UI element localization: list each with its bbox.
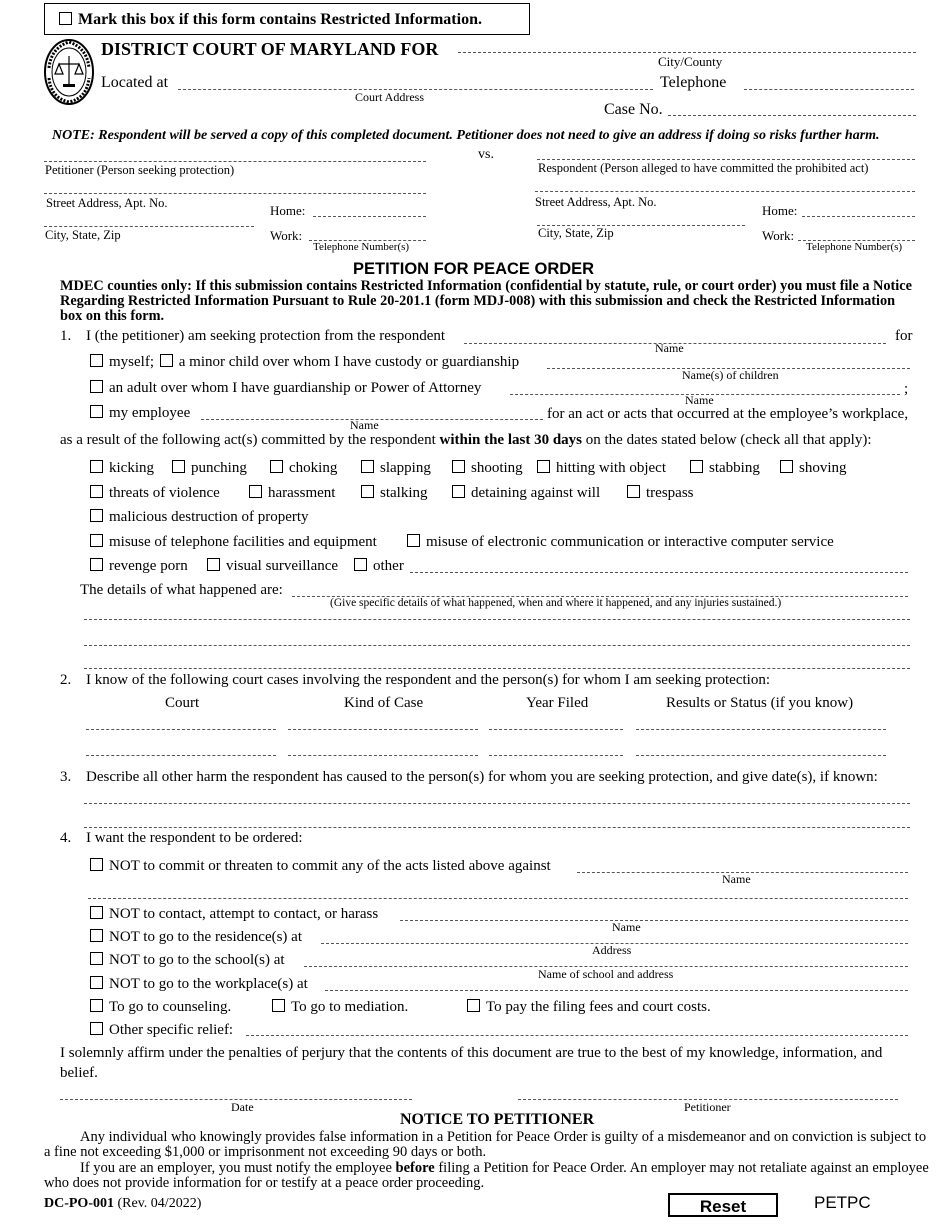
- threats-label: threats of violence: [109, 485, 220, 501]
- children-caption: Name(s) of children: [682, 368, 779, 382]
- not-residence-checkbox[interactable]: [90, 929, 103, 942]
- minor-child-label: a minor child over whom I have custody or guardianship: [178, 354, 520, 370]
- restricted-info-checkbox[interactable]: [59, 12, 72, 25]
- respondent-caption: Respondent (Person alleged to have committed the prohibited act): [538, 161, 869, 175]
- telephone-label: Telephone: [660, 74, 727, 91]
- form-id-code: DC-PO-001: [44, 1196, 114, 1211]
- not-contact-name-field[interactable]: [400, 920, 908, 921]
- not-commit-extra-field[interactable]: [88, 898, 908, 899]
- act-hitting: [537, 460, 666, 477]
- cases-results-header: Results or Status (if you know): [666, 695, 854, 711]
- slapping-label: slapping: [380, 460, 431, 476]
- act-shooting: [452, 460, 523, 477]
- result-b: within the last 30 days: [439, 432, 583, 448]
- not-workplace-checkbox[interactable]: [90, 976, 103, 989]
- act-malicious: [90, 509, 309, 526]
- respondent-city-caption: City, State, Zip: [538, 226, 614, 240]
- employee-name-caption: Name: [350, 418, 379, 432]
- s4-number: 4.: [60, 830, 72, 846]
- order-other-relief: [90, 1022, 233, 1039]
- details-label: The details of what happened are:: [80, 582, 283, 598]
- residence-address-caption: Address: [592, 943, 632, 957]
- myself-option: [90, 354, 519, 371]
- adult-label: an adult over whom I have guardianship or Power of Attorney: [109, 380, 482, 396]
- not-residence-label: NOT to go to the residence(s) at: [109, 929, 303, 945]
- revenge-label: revenge porn: [109, 558, 188, 574]
- other-relief-label: Other specific relief:: [109, 1022, 234, 1038]
- petitioner-home-label: Home:: [270, 203, 306, 218]
- act-harassment: [249, 485, 335, 502]
- not-school-checkbox[interactable]: [90, 952, 103, 965]
- not-contact-checkbox[interactable]: [90, 906, 103, 919]
- myself-checkbox[interactable]: [90, 354, 103, 367]
- petitioner-city-caption: City, State, Zip: [45, 228, 121, 242]
- stabbing-checkbox[interactable]: [690, 460, 703, 473]
- act-stalking: [361, 485, 428, 502]
- other-relief-checkbox[interactable]: [90, 1022, 103, 1035]
- hitting-checkbox[interactable]: [537, 460, 550, 473]
- adult-option: [90, 380, 481, 397]
- act-other: [354, 558, 404, 575]
- act-choking: [270, 460, 337, 477]
- act-telephone: [90, 534, 377, 551]
- respondent-home-label: Home:: [762, 203, 798, 218]
- petitioner-tel-caption: Telephone Number(s): [313, 241, 410, 253]
- not-contact-label: NOT to contact, attempt to contact, or harass: [109, 906, 379, 922]
- details-field-3[interactable]: [84, 645, 910, 646]
- case2-results-field[interactable]: [636, 755, 886, 756]
- trespass-checkbox[interactable]: [627, 485, 640, 498]
- cases-year-header: Year Filed: [526, 695, 589, 711]
- case-no-label: Case No.: [604, 101, 663, 118]
- s2-number: 2.: [60, 672, 72, 688]
- act-punching: [172, 460, 247, 477]
- s2-text: I know of the following court cases involving the respondent and the person(s) for whom I am seeking protection:: [86, 672, 771, 688]
- date-caption: Date: [231, 1100, 254, 1114]
- kicking-label: kicking: [109, 460, 154, 476]
- respondent-name-field[interactable]: [537, 159, 915, 160]
- respondent-home-phone[interactable]: [802, 216, 915, 217]
- petitioner-work-label: Work:: [270, 228, 303, 243]
- order-counseling: [90, 999, 231, 1016]
- case1-year-field[interactable]: [489, 729, 623, 730]
- trespass-label: trespass: [646, 485, 694, 501]
- not-school-label: NOT to go to the school(s) at: [109, 952, 285, 968]
- order-not-workplace: [90, 976, 308, 993]
- act-revenge: [90, 558, 188, 575]
- form-code: PETPC: [814, 1193, 871, 1212]
- kicking-checkbox[interactable]: [90, 460, 103, 473]
- restricted-info-box: [44, 3, 530, 35]
- order-fees: [467, 999, 711, 1016]
- petitioner-street-field[interactable]: [44, 193, 426, 194]
- shoving-checkbox[interactable]: [780, 460, 793, 473]
- mediation-label: To go to mediation.: [291, 999, 409, 1015]
- other-label: other: [373, 558, 404, 574]
- adult-name-caption: Name: [685, 393, 714, 407]
- shooting-label: shooting: [471, 460, 523, 476]
- adult-checkbox[interactable]: [90, 380, 103, 393]
- vs-label: vs.: [478, 147, 494, 162]
- respondent-street-caption: Street Address, Apt. No.: [535, 195, 657, 209]
- petitioner-home-phone[interactable]: [313, 216, 426, 217]
- result-a: as a result of the following act(s) committed by the respondent: [60, 432, 440, 448]
- restricted-info-label: Mark this box if this form contains Restricted Information.: [78, 11, 482, 28]
- harm-field-1[interactable]: [84, 803, 910, 804]
- case1-kind-field[interactable]: [288, 729, 478, 730]
- stalking-checkbox[interactable]: [361, 485, 374, 498]
- case2-court-field[interactable]: [86, 755, 276, 756]
- shooting-checkbox[interactable]: [452, 460, 465, 473]
- petitioner-street-caption: Street Address, Apt. No.: [46, 196, 168, 210]
- shoving-label: shoving: [799, 460, 847, 476]
- stalking-label: stalking: [380, 485, 428, 501]
- slapping-checkbox[interactable]: [361, 460, 374, 473]
- adult-semicolon: ;: [904, 381, 909, 397]
- city-county-field[interactable]: [458, 52, 916, 53]
- act-detaining: [452, 485, 600, 502]
- order-not-school: [90, 952, 285, 969]
- detaining-checkbox[interactable]: [452, 485, 465, 498]
- stabbing-label: stabbing: [709, 460, 760, 476]
- not-contact-name-caption: Name: [612, 920, 641, 934]
- petitioner-name-field[interactable]: [44, 161, 426, 162]
- employee-label: my employee: [109, 405, 191, 421]
- details-field-4[interactable]: [84, 668, 910, 669]
- s3-number: 3.: [60, 769, 72, 785]
- notice-p2-c: filing a Petition for Peace Order. An employer may not retaliate against an employee who does not provide information for or testify at a peace order proceeding.: [44, 1160, 929, 1191]
- employee-checkbox[interactable]: [90, 405, 103, 418]
- electronic-misuse-label: misuse of electronic communication or interactive computer service: [426, 534, 834, 550]
- malicious-label: malicious destruction of property: [109, 509, 309, 525]
- detaining-label: detaining against will: [471, 485, 601, 501]
- cases-court-header: Court: [165, 695, 200, 711]
- employee-workplace-text: for an act or acts that occurred at the employee’s workplace,: [547, 406, 909, 422]
- telephone-misuse-label: misuse of telephone facilities and equipment: [109, 534, 377, 550]
- case2-kind-field[interactable]: [288, 755, 478, 756]
- other-relief-field[interactable]: [246, 1035, 908, 1036]
- form-id: [44, 1196, 201, 1212]
- myself-label: myself;: [109, 354, 154, 370]
- school-caption: Name of school and address: [538, 967, 674, 981]
- choking-label: choking: [289, 460, 338, 476]
- telephone-misuse-checkbox[interactable]: [90, 534, 103, 547]
- s3-text: Describe all other harm the respondent has caused to the person(s) for whom you are seeking protection, and give date(s), if known:: [86, 769, 878, 785]
- respondent-street-field[interactable]: [535, 191, 915, 192]
- order-mediation: [272, 999, 408, 1016]
- case2-year-field[interactable]: [489, 755, 623, 756]
- result-text: [60, 432, 872, 449]
- result-c: on the dates stated below (check all that apply):: [582, 432, 872, 448]
- city-county-caption: City/County: [658, 54, 723, 69]
- located-at-label: Located at: [101, 74, 169, 91]
- act-slapping: [361, 460, 431, 477]
- notice-paragraph-2: [44, 1161, 929, 1191]
- s1-name-caption: Name: [655, 341, 684, 355]
- fees-label: To pay the filing fees and court costs.: [486, 999, 711, 1015]
- punching-checkbox[interactable]: [172, 460, 185, 473]
- notice-p2-b: before: [395, 1160, 435, 1176]
- harassment-label: harassment: [268, 485, 336, 501]
- act-shoving: [780, 460, 847, 477]
- threats-checkbox[interactable]: [90, 485, 103, 498]
- visual-checkbox[interactable]: [207, 558, 220, 571]
- form-revision: (Rev. 04/2022): [117, 1196, 202, 1211]
- act-threats: [90, 485, 220, 502]
- notice-p2-a: If you are an employer, you must notify the employee: [80, 1160, 396, 1176]
- s1-for: for: [895, 328, 913, 344]
- workplace-field[interactable]: [325, 990, 908, 991]
- petitioner-caption: Petitioner (Person seeking protection): [45, 163, 235, 177]
- court-seal-icon: [43, 38, 95, 106]
- electronic-misuse-checkbox[interactable]: [407, 534, 420, 547]
- not-commit-checkbox[interactable]: [90, 858, 103, 871]
- case1-court-field[interactable]: [86, 729, 276, 730]
- visual-label: visual surveillance: [226, 558, 339, 574]
- act-trespass: [627, 485, 694, 502]
- respondent-tel-caption: Telephone Number(s): [806, 241, 903, 253]
- not-commit-name-caption: Name: [722, 872, 751, 886]
- hitting-label: hitting with object: [556, 460, 666, 476]
- petitioner-signature-caption: Petitioner: [684, 1100, 731, 1114]
- court-address-caption: Court Address: [355, 90, 424, 104]
- respondent-work-label: Work:: [762, 228, 795, 243]
- fees-checkbox[interactable]: [467, 999, 480, 1012]
- s4-text: I want the respondent to be ordered:: [86, 830, 303, 846]
- petitioner-city-field[interactable]: [44, 226, 254, 227]
- form-title: PETITION FOR PEACE ORDER: [353, 260, 595, 278]
- notice-title: NOTICE TO PETITIONER: [400, 1111, 595, 1128]
- punching-label: punching: [191, 460, 247, 476]
- order-not-commit: [90, 858, 551, 875]
- not-commit-label: NOT to commit or threaten to commit any of the acts listed above against: [109, 858, 551, 874]
- cases-kind-header: Kind of Case: [344, 695, 424, 711]
- revenge-checkbox[interactable]: [90, 558, 103, 571]
- counseling-label: To go to counseling.: [109, 999, 232, 1015]
- not-workplace-label: NOT to go to the workplace(s) at: [109, 976, 308, 992]
- notice-paragraph-1: Any individual who knowingly provides false information in a Petition for Peace Order is guilty of a misdemeanor and on conviction is subject to a fine not exceeding $1,000 or imprisonment not exceeding 90 days or both.: [44, 1129, 927, 1160]
- choking-checkbox[interactable]: [270, 460, 283, 473]
- counseling-checkbox[interactable]: [90, 999, 103, 1012]
- case1-results-field[interactable]: [636, 729, 886, 730]
- s1-text: I (the petitioner) am seeking protection from the respondent: [86, 328, 446, 344]
- harassment-checkbox[interactable]: [249, 485, 262, 498]
- order-not-contact: [90, 906, 378, 923]
- case-no-field[interactable]: [668, 115, 916, 116]
- details-caption: (Give specific details of what happened, when and where it happened, and any injuries sustained.): [330, 597, 782, 609]
- minor-child-checkbox[interactable]: [160, 354, 173, 367]
- telephone-field[interactable]: [744, 89, 914, 90]
- mediation-checkbox[interactable]: [272, 999, 285, 1012]
- act-electronic: [407, 534, 834, 551]
- malicious-checkbox[interactable]: [90, 509, 103, 522]
- affirmation-text: I solemnly affirm under the penalties of perjury that the contents of this document are true to the best of my knowledge, information, and belief.: [60, 1045, 883, 1081]
- act-visual: [207, 558, 338, 575]
- other-checkbox[interactable]: [354, 558, 367, 571]
- court-title: DISTRICT COURT OF MARYLAND FOR: [101, 39, 439, 59]
- other-act-field[interactable]: [410, 572, 908, 573]
- order-not-residence: [90, 929, 302, 946]
- act-stabbing: [690, 460, 760, 477]
- s1-number: 1.: [60, 328, 72, 344]
- employee-option: [90, 405, 190, 422]
- harm-field-2[interactable]: [84, 827, 910, 828]
- service-note: NOTE: Respondent will be served a copy of this completed document. Petitioner does not need to give an address if doing so risks further harm.: [52, 128, 880, 143]
- act-kicking: [90, 460, 154, 477]
- mdec-notice: MDEC counties only: If this submission contains Restricted Information (confidential by statute, rule, or court order) you must file a Notice Regarding Restricted Information Pursuant to Rule 20-201.1 (form MDJ-008) with this submission and check the Restricted Information box on this form.: [60, 278, 912, 324]
- details-field-2[interactable]: [84, 619, 910, 620]
- reset-button[interactable]: Reset: [668, 1193, 778, 1217]
